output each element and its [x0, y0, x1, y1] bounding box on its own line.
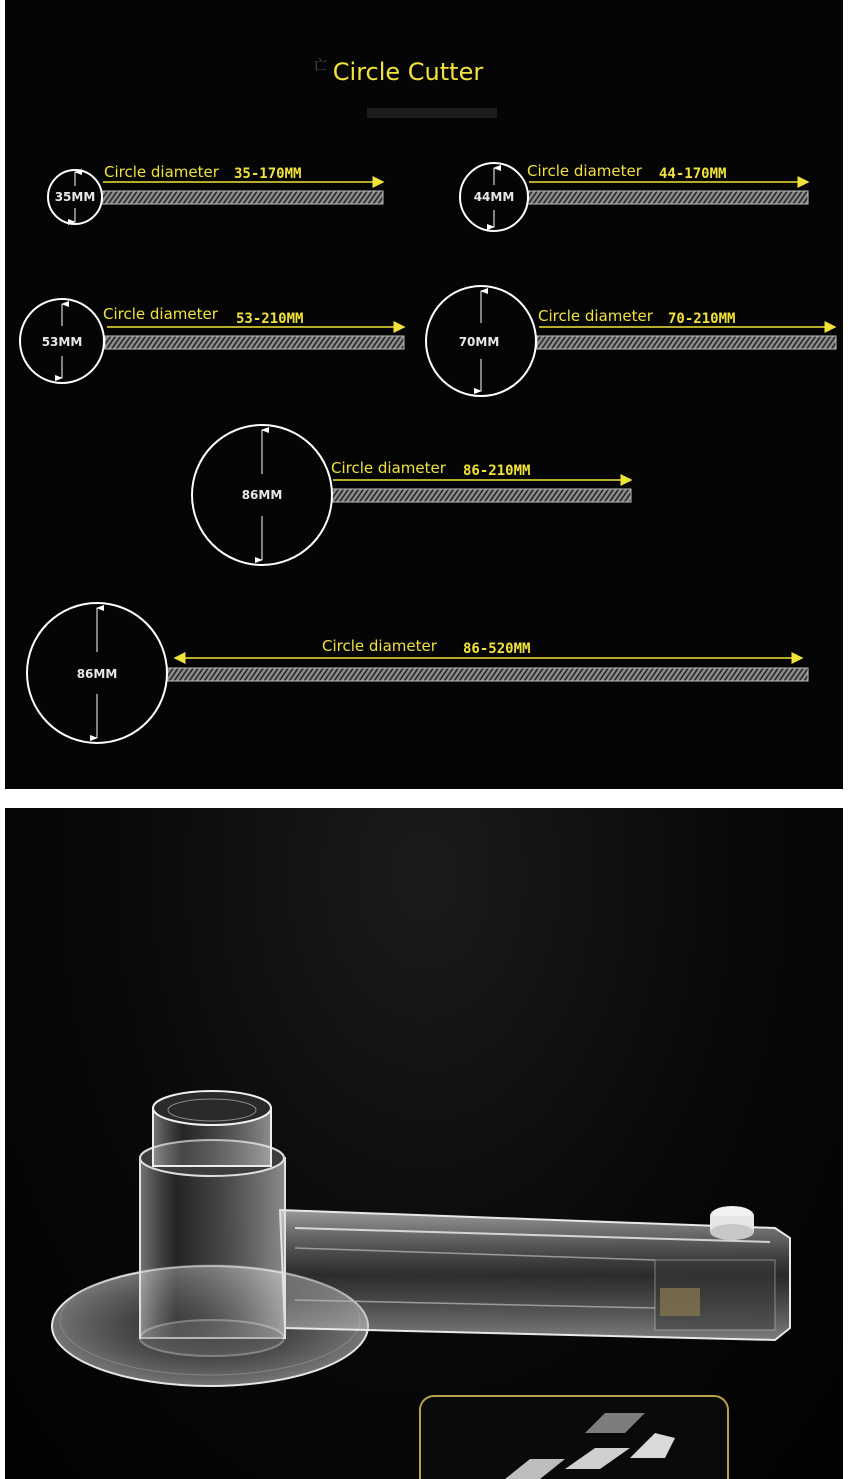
- bar: [101, 191, 383, 204]
- circle-label: 35MM: [54, 190, 96, 204]
- circle-label: 86MM: [76, 667, 118, 681]
- spec-range: 53-210MM: [236, 311, 304, 327]
- bar: [527, 191, 808, 204]
- circle-label: 86MM: [241, 488, 283, 502]
- page-title: Circle Cutter: [332, 58, 484, 86]
- bar: [331, 489, 631, 502]
- specs-diagram: [5, 0, 843, 789]
- circle-label: 70MM: [458, 335, 500, 349]
- product-photo: [5, 808, 843, 1479]
- spec-range: 35-170MM: [234, 166, 302, 182]
- spec-item-6: [27, 603, 808, 743]
- spec-item-5: [192, 425, 631, 565]
- spec-label: Circle diameter: [104, 163, 219, 181]
- spec-range: 70-210MM: [668, 311, 736, 327]
- spec-label: Circle diameter: [527, 162, 642, 180]
- spec-item-1: [48, 163, 383, 224]
- spec-range: 44-170MM: [659, 166, 727, 182]
- bar: [537, 336, 836, 349]
- bar: [105, 336, 404, 349]
- faint-watermark-glyph: 亡: [313, 58, 327, 74]
- spec-label: Circle diameter: [538, 307, 653, 325]
- bar: [167, 668, 808, 681]
- spec-range: 86-210MM: [463, 463, 531, 479]
- circle-label: 53MM: [41, 335, 83, 349]
- spec-label: Circle diameter: [331, 459, 446, 477]
- spec-item-2: [460, 162, 808, 231]
- circle-cutter-illustration-icon: [5, 808, 843, 1479]
- cutter-column: [140, 1158, 285, 1338]
- spec-item-4: [426, 286, 836, 396]
- circle-label: 44MM: [473, 190, 515, 204]
- blade-holder: [660, 1288, 700, 1316]
- spec-label: Circle diameter: [103, 305, 218, 323]
- faint-watermark: [367, 108, 497, 118]
- spec-range: 86-520MM: [463, 641, 531, 657]
- spec-label: Circle diameter: [322, 637, 437, 655]
- specs-panel: [5, 0, 843, 789]
- spec-item-3: [20, 299, 404, 383]
